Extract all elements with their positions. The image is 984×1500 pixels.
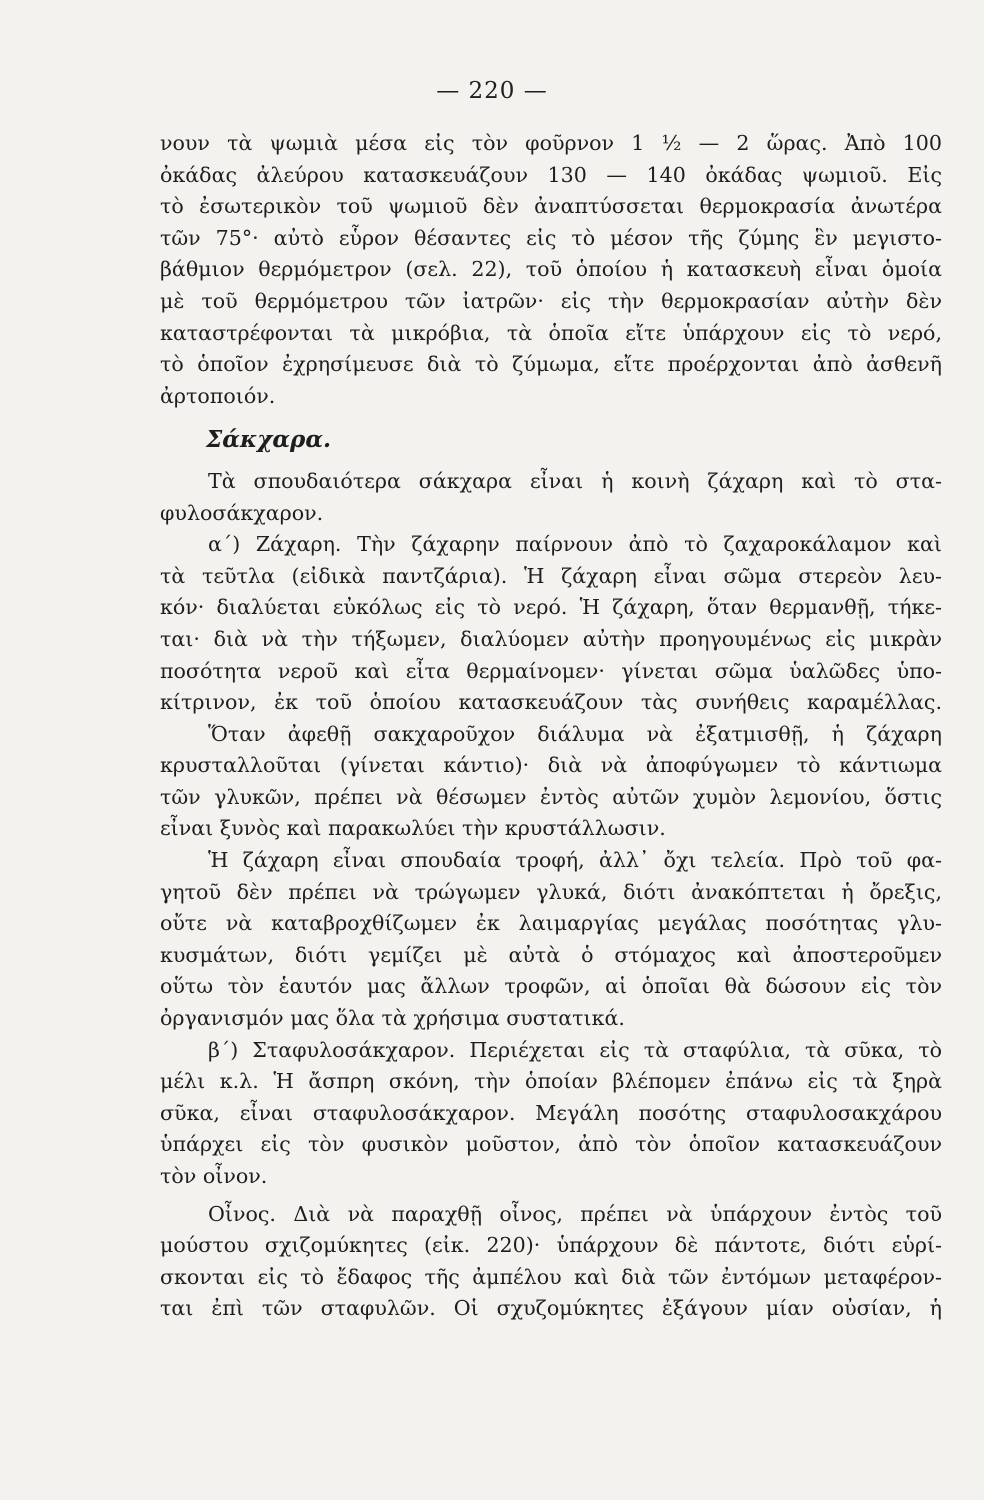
text-line: β΄) Σταφυλοσάκχαρον. Περιέχεται εἰς τὰ σταφύλια, τὰ σῦκα, τὸ [208, 1037, 942, 1062]
text-line: ται ἐπὶ τῶν σταφυλῶν. Οἱ σχυζομύκητες ἐξάγουν μίαν οὐσίαν, ἡ [160, 1296, 942, 1321]
text-line: τῶν 75°· αὐτὸ εὗρον θέσαντες εἰς τὸ μέσον τῆς ζύμης ἓν μεγιστο- [160, 225, 942, 250]
text-line: α΄) Ζάχαρη. Τὴν ζάχαρην παίρνουν ἀπὸ τὸ ζαχαροκάλαμον καὶ [208, 532, 942, 557]
text-line: εἶναι ξυνὸς καὶ παρακωλύει τὴν κρυστάλλωσιν. [160, 816, 666, 841]
text-line: οὕτω τὸν ἑαυτόν μας ἄλλων τροφῶν, αἱ ὁποῖαι θὰ δώσουν εἰς τὸν [160, 974, 942, 999]
text-line: κυσμάτων, διότι γεμίζει μὲ αὐτὰ ὁ στόμαχος καὶ ἀποστεροῦμεν [160, 942, 942, 967]
text-line: κρυσταλλοῦται (γίνεται κάντιο)· διὰ νὰ ἀποφύγωμεν τὸ κάντιωμα [160, 753, 942, 778]
text-line: σκονται εἰς τὸ ἔδαφος τῆς ἀμπέλου καὶ διὰ τῶν ἐντόμων μεταφέρον- [160, 1264, 942, 1289]
text-line: ποσότητα νεροῦ καὶ εἶτα θερμαίνομεν· γίνεται σῶμα ὑαλῶδες ὑπο- [160, 658, 942, 683]
text-line: Ὅταν ἀφεθῇ σακχαροῦχον διάλυμα νὰ ἐξατμισθῇ, ἡ ζάχαρη [208, 721, 942, 746]
text-line: μέλι κ.λ. Ἡ ἄσπρη σκόνη, τὴν ὁποίαν βλέπομεν ἐπάνω εἰς τὰ ξηρὰ [160, 1069, 942, 1094]
text-line: τὸ ὁποῖον ἐχρησίμευσε διὰ τὸ ζύμωμα, εἴτε προέρχονται ἀπὸ ἀσθενῆ [160, 352, 942, 377]
text-line: ὀκάδας ἀλεύρου κατασκευάζουν 130 — 140 ὀκάδας ψωμιοῦ. Εἰς [160, 162, 942, 187]
text-line: ὑπάρχει εἰς τὸν φυσικὸν μοῦστον, ἀπὸ τὸν ὁποῖον κατασκευάζουν [160, 1132, 942, 1157]
body-text [160, 128, 942, 1325]
text-line: βάθμιον θερμόμετρον (σελ. 22), τοῦ ὁποίου ἡ κατασκευὴ εἶναι ὁμοία [160, 257, 942, 282]
text-line: Τὰ σπουδαιότερα σάκχαρα εἶναι ἡ κοινὴ ζάχαρη καὶ τὸ στα- [208, 468, 942, 493]
text-line: ὀργανισμόν μας ὅλα τὰ χρήσιμα συστατικά. [160, 1006, 625, 1031]
text-line: τὸ ἐσωτερικὸν τοῦ ψωμιοῦ δὲν ἀναπτύσσεται θερμοκρασία ἀνωτέρα [160, 194, 942, 219]
text-line: τὸν οἶνον. [160, 1164, 268, 1188]
text-line: Ἡ ζάχαρη εἶναι σπουδαία τροφή, ἀλλ᾽ ὄχι τελεία. Πρὸ τοῦ φα- [208, 848, 942, 873]
text-line: σῦκα, εἶναι σταφυλοσάκχαρον. Μεγάλη ποσότης σταφυλοσακχάρου [160, 1100, 942, 1125]
section-heading: Σάκχαρα. [206, 426, 332, 454]
text-line: κίτρινον, ἐκ τοῦ ὁποίου κατασκευάζουν τὰς συνήθεις καραμέλλας. [160, 690, 942, 715]
text-line: καταστρέφονται τὰ μικρόβια, τὰ ὁποῖα εἴτε ὑπάρχουν εἰς τὸ νερό, [160, 320, 942, 345]
text-line: ἀρτοποιόν. [160, 383, 276, 408]
text-line: μούστου σχιζομύκητες (εἰκ. 220)· ὑπάρχουν δὲ πάντοτε, διότι εὑρί- [160, 1233, 942, 1258]
text-line: τὰ τεῦτλα (εἰδικὰ παντζάρια). Ἡ ζάχαρη εἶναι σῶμα στερεὸν λευ- [160, 563, 942, 588]
page-number: — 220 — [436, 78, 548, 104]
text-line: φυλοσάκχαρον. [160, 500, 324, 525]
text-line: νουν τὰ ψωμιὰ μέσα εἰς τὸν φοῦρνον 1 ½ — 2 ὥρας. Ἀπὸ 100 [160, 131, 942, 155]
text-line: Οἶνος. Διὰ νὰ παραχθῇ οἶνος, πρέπει νὰ ὑπάρχουν ἐντὸς τοῦ [208, 1201, 942, 1226]
text-line: γητοῦ δὲν πρέπει νὰ τρώγωμεν γλυκά, διότι ἀνακόπτεται ἡ ὄρεξις, [160, 879, 942, 904]
text-line: κόν· διαλύεται εὐκόλως εἰς τὸ νερό. Ἡ ζάχαρη, ὅταν θερμανθῇ, τήκε- [160, 595, 942, 620]
text-line: οὔτε νὰ καταβροχθίζωμεν ἐκ λαιμαργίας μεγάλας ποσότητας γλυ- [160, 911, 942, 936]
text-line: τῶν γλυκῶν, πρέπει νὰ θέσωμεν ἐντὸς αὐτῶν χυμὸν λεμονίου, ὅστις [160, 784, 942, 809]
text-line: ται· διὰ νὰ τὴν τήξωμεν, διαλύομεν αὐτὴν προηγουμένως εἰς μικρὰν [160, 626, 942, 651]
text-line: μὲ τοῦ θερμόμετρου τῶν ἰατρῶν· εἰς τὴν θερμοκρασίαν αὐτὴν δὲν [160, 288, 942, 313]
